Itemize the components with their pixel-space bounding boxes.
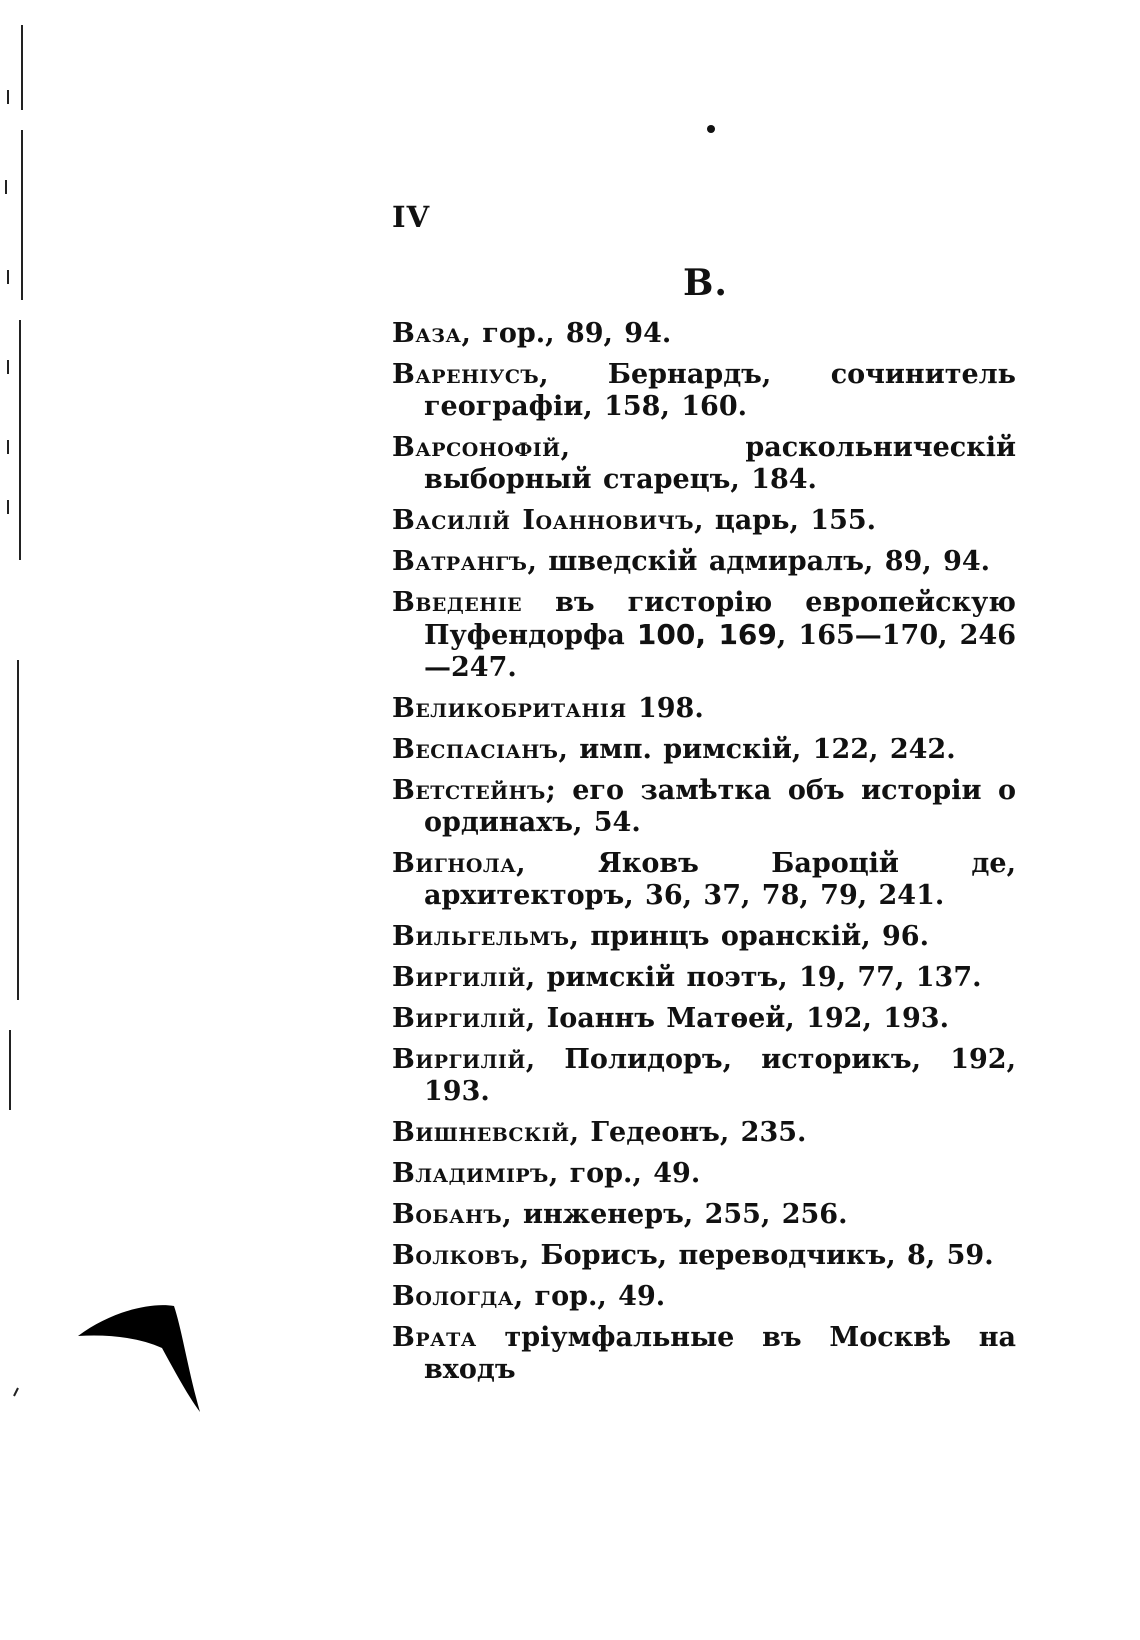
page-number: IV <box>392 200 431 234</box>
entry-head: Вильгельмъ <box>392 921 570 952</box>
entry-head: Веспасiанъ <box>392 734 559 765</box>
index-entry <box>392 505 1016 537</box>
index-entry <box>392 1117 1016 1149</box>
entry-head: Ваза <box>392 318 462 349</box>
entry-head: Владимiръ <box>392 1158 549 1189</box>
entry-text: , 165—170, 246—247. <box>424 620 1016 683</box>
index-entry <box>392 734 1016 766</box>
entry-text: , раскольническiй выборный старецъ, 184. <box>424 432 1016 495</box>
entry-head: Вигнола <box>392 848 517 879</box>
entry-text: трiумфальные въ Москвѣ на входъ <box>424 1322 1016 1385</box>
entry-text: , Полидоръ, историкъ, 192, 193. <box>424 1044 1016 1107</box>
index-entry <box>392 848 1016 912</box>
entry-text: , Бернардъ, сочинитель географiи, 158, 160. <box>424 359 1016 422</box>
entry-head: Вишневскiй <box>392 1117 570 1148</box>
index-entry <box>392 693 1016 725</box>
entry-head: Волковъ <box>392 1240 520 1271</box>
entry-head: Варенiусъ <box>392 359 540 390</box>
index-entry <box>392 432 1016 496</box>
entry-text: , принцъ оранскiй, 96. <box>569 921 929 952</box>
entry-text: , имп. римскiй, 122, 242. <box>558 734 956 765</box>
entry-text: ; его замѣтка объ исторiи о ординахъ, 54. <box>424 775 1016 838</box>
section-letter: В. <box>683 262 728 304</box>
index-list <box>392 318 1016 1395</box>
index-entry <box>392 1240 1016 1272</box>
ink-dot <box>707 125 715 133</box>
entry-text: , Борисъ, переводчикъ, 8, 59. <box>519 1240 994 1271</box>
entry-text: , Гедеонъ, 235. <box>569 1117 807 1148</box>
ink-blot <box>70 1300 210 1420</box>
index-entry <box>392 1281 1016 1313</box>
index-entry <box>392 318 1016 350</box>
entry-text: , гор., 49. <box>513 1281 666 1312</box>
index-entry <box>392 775 1016 839</box>
entry-heavy-numbers: 100, 169 <box>636 618 777 651</box>
index-entry <box>392 1044 1016 1108</box>
index-entry <box>392 359 1016 423</box>
entry-text: 198. <box>626 693 704 724</box>
entry-text: , царь, 155. <box>694 505 877 536</box>
entry-text: , гор., 49. <box>548 1158 701 1189</box>
index-entry <box>392 921 1016 953</box>
entry-text: , инженеръ, 255, 256. <box>502 1199 848 1230</box>
entry-head: Врата <box>392 1322 477 1353</box>
entry-head: Великобританiя <box>392 693 627 724</box>
entry-head: Ватрангъ <box>392 546 528 577</box>
entry-head: Василiй Iоанновичъ <box>392 505 695 536</box>
index-entry <box>392 1199 1016 1231</box>
entry-head: Введенiе <box>392 587 523 618</box>
index-entry <box>392 1158 1016 1190</box>
entry-text: , гор., 89, 94. <box>461 318 672 349</box>
index-entry <box>392 1322 1016 1386</box>
entry-text: , римскiй поэтъ, 19, 77, 137. <box>525 962 982 993</box>
entry-head: Вобанъ <box>392 1199 503 1230</box>
index-entry <box>392 962 1016 994</box>
entry-text: , Iоаннъ Матѳей, 192, 193. <box>525 1003 949 1034</box>
entry-head: Ветстейнъ <box>392 775 546 806</box>
entry-text: , Яковъ Бароцiй де, архитекторъ, 36, 37, 78, 79, 241. <box>424 848 1016 911</box>
scan-edge-marks <box>0 0 40 1640</box>
entry-head: Виргилiй <box>392 962 526 993</box>
index-entry <box>392 546 1016 578</box>
entry-head: Вологда <box>392 1281 514 1312</box>
entry-head: Виргилiй <box>392 1003 526 1034</box>
entry-text: , шведскiй адмиралъ, 89, 94. <box>527 546 991 577</box>
index-entry <box>392 587 1016 684</box>
entry-head: Варсонофiй <box>392 432 561 463</box>
entry-text: въ гисторiю европейскую Пуфендорфа <box>424 587 1016 651</box>
index-entry <box>392 1003 1016 1035</box>
entry-head: Виргилiй <box>392 1044 526 1075</box>
